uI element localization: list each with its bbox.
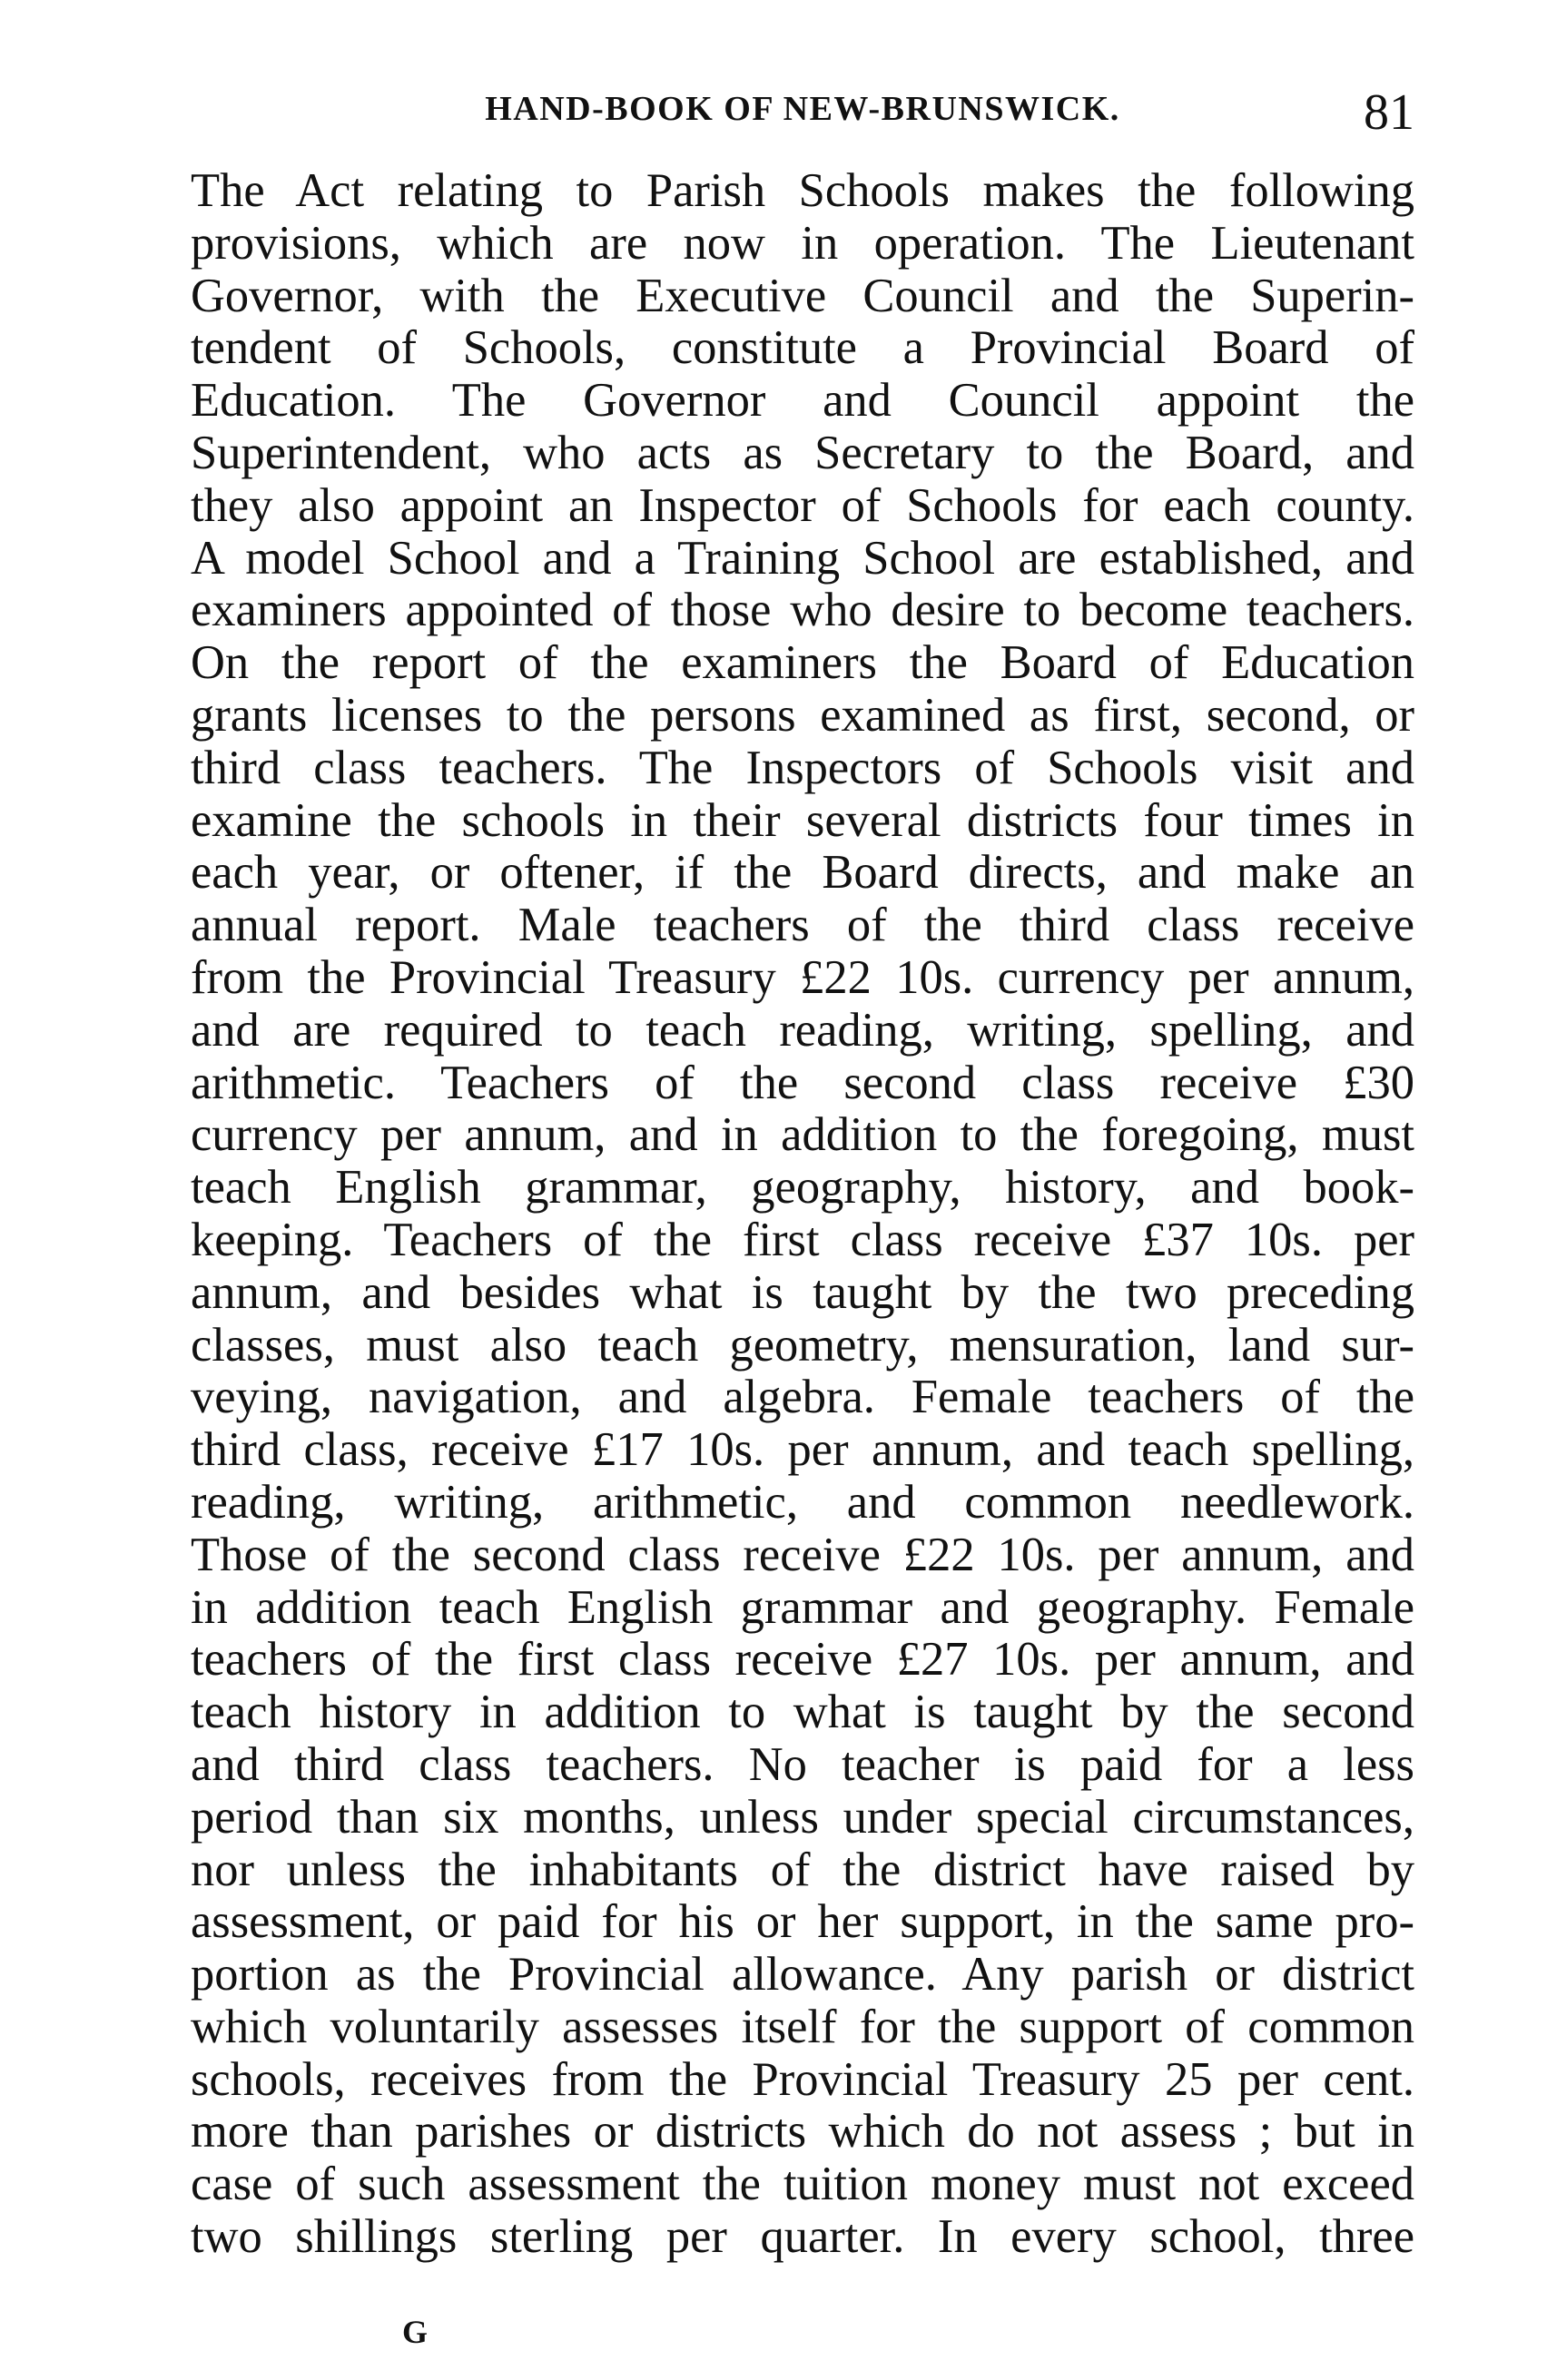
text-line: Those of the second class receive £22 10s. per annum, and: [191, 1528, 1414, 1581]
text-line: third class teachers. The Inspectors of Schools visit and: [191, 741, 1414, 794]
text-line: arithmetic. Teachers of the second class receive £30: [191, 1056, 1414, 1109]
text-line: Governor, with the Executive Council and the Superin-: [191, 269, 1414, 322]
text-line: classes, must also teach geometry, mensuration, land sur-: [191, 1318, 1414, 1372]
running-head: [191, 84, 1414, 147]
text-line: keeping. Teachers of the first class receive £37 10s. per: [191, 1213, 1414, 1266]
text-line: reading, writing, arithmetic, and common needlework.: [191, 1475, 1414, 1529]
text-line: and third class teachers. No teacher is paid for a less: [191, 1737, 1414, 1791]
running-title: HAND-BOOK OF NEW-BRUNSWICK.: [485, 90, 1120, 128]
text-line: from the Provincial Treasury £22 10s. currency per annum,: [191, 950, 1414, 1004]
text-line: examiners appointed of those who desire to become teachers.: [191, 584, 1414, 637]
text-line: teachers of the first class receive £27 10s. per annum, and: [191, 1633, 1414, 1687]
text-line: two shillings sterling per quarter. In every school, three: [191, 2210, 1414, 2264]
text-line: each year, or oftener, if the Board directs, and make an: [191, 846, 1414, 900]
text-line: which voluntarily assesses itself for the support of common: [191, 2000, 1414, 2053]
text-line: third class, receive £17 10s. per annum, and teach spelling,: [191, 1423, 1414, 1477]
text-line: annual report. Male teachers of the third class receive: [191, 899, 1414, 952]
text-line: nor unless the inhabitants of the district have raised by: [191, 1843, 1414, 1896]
body-text: [191, 165, 1414, 2264]
text-line: in addition teach English grammar and geography. Female: [191, 1580, 1414, 1634]
text-line: tendent of Schools, constitute a Provincial Board of: [191, 321, 1414, 375]
text-line: assessment, or paid for his or her support, in the same pro-: [191, 1895, 1414, 1949]
text-line: annum, and besides what is taught by the two preceding: [191, 1265, 1414, 1319]
text-line: case of such assessment the tuition money must not exceed: [191, 2158, 1414, 2211]
text-line: teach history in addition to what is taught by the second: [191, 1686, 1414, 1739]
text-line: more than parishes or districts which do not assess ; but in: [191, 2105, 1414, 2159]
text-line: examine the schools in their several districts four times in: [191, 793, 1414, 847]
page-number: 81: [1364, 84, 1414, 141]
text-line: period than six months, unless under special circumstances,: [191, 1790, 1414, 1844]
text-line: currency per annum, and in addition to the foregoing, must: [191, 1108, 1414, 1162]
text-line: portion as the Provincial allowance. Any parish or district: [191, 1948, 1414, 2001]
text-line: On the report of the examiners the Board of Education: [191, 636, 1414, 690]
signature-mark: G: [402, 2314, 429, 2350]
text-line: A model School and a Training School are established, and: [191, 531, 1414, 585]
text-line: The Act relating to Parish Schools makes the following: [191, 164, 1414, 217]
text-line: Education. The Governor and Council appoint the: [191, 374, 1414, 428]
text-line: grants licenses to the persons examined as first, second, or: [191, 688, 1414, 742]
text-line: provisions, which are now in operation. The Lieutenant: [191, 216, 1414, 270]
text-line: and are required to teach reading, writing, spelling, and: [191, 1003, 1414, 1057]
text-line: Superintendent, who acts as Secretary to the Board, and: [191, 426, 1414, 479]
text-line: schools, receives from the Provincial Treasury 25 per cent.: [191, 2052, 1414, 2106]
text-line: teach English grammar, geography, history, and book-: [191, 1161, 1414, 1215]
text-line: veying, navigation, and algebra. Female teachers of the: [191, 1371, 1414, 1424]
text-line: they also appoint an Inspector of Schools for each county.: [191, 478, 1414, 532]
